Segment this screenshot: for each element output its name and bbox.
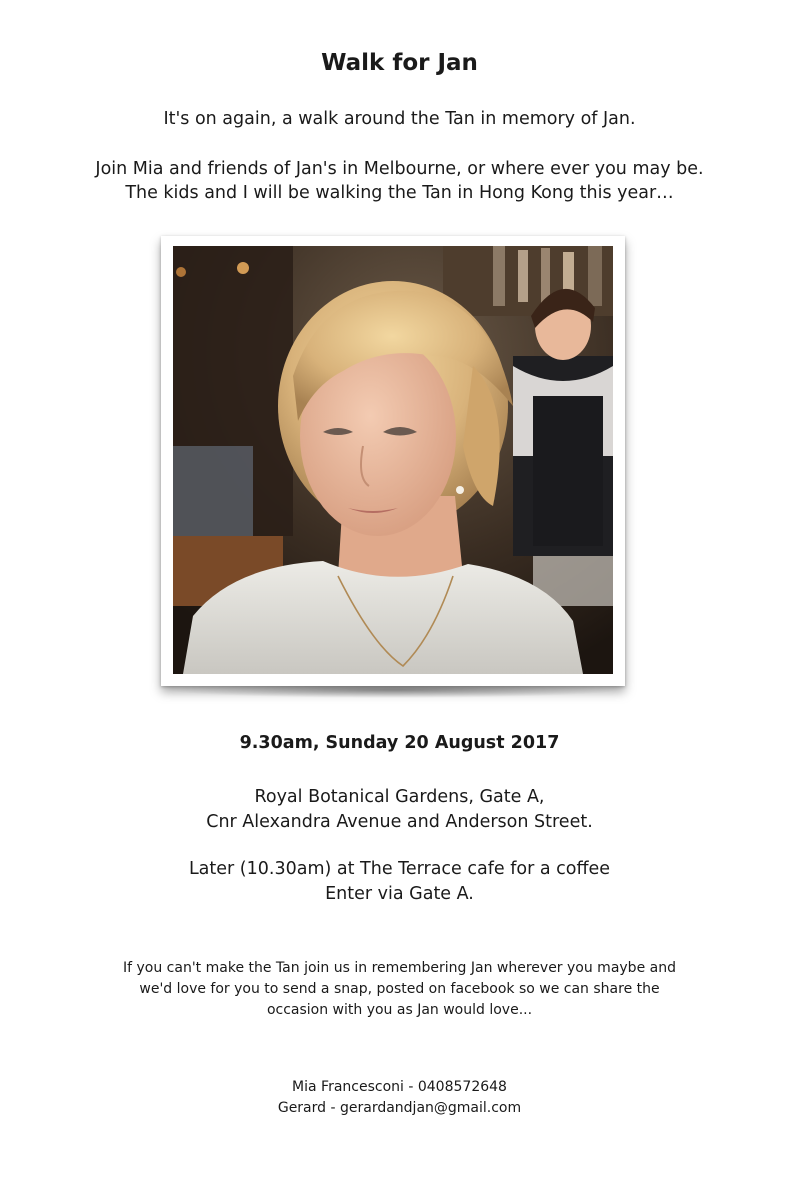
note-paragraph xyxy=(0,958,799,1021)
join-line: The kids and I will be walking the Tan in Hong Kong this year… xyxy=(125,183,674,203)
later-line: Enter via Gate A. xyxy=(325,884,474,904)
contact-mia: Mia Francesconi - 0408572648 xyxy=(292,1079,507,1095)
location-line: Cnr Alexandra Avenue and Anderson Street. xyxy=(206,812,593,832)
memorial-photo xyxy=(173,246,613,674)
event-location xyxy=(0,785,799,835)
memorial-photo-frame xyxy=(161,236,625,686)
join-line: Join Mia and friends of Jan's in Melbourne, or where ever you may be. xyxy=(95,159,704,179)
location-line: Royal Botanical Gardens, Gate A, xyxy=(254,787,545,807)
note-line: occasion with you as Jan would love... xyxy=(266,1002,533,1018)
contact-gerard: Gerard - gerardandjan@gmail.com xyxy=(277,1100,522,1116)
event-later xyxy=(0,857,799,907)
page-title: Walk for Jan xyxy=(321,50,478,76)
intro-text: It's on again, a walk around the Tan in memory of Jan. xyxy=(163,109,636,129)
note-line: If you can't make the Tan join us in remembering Jan wherever you maybe and xyxy=(123,960,676,976)
join-paragraph xyxy=(0,157,799,205)
note-line: we'd love for you to send a snap, posted on facebook so we can share the xyxy=(139,981,660,997)
later-line: Later (10.30am) at The Terrace cafe for a coffee xyxy=(188,859,611,879)
event-datetime: 9.30am, Sunday 20 August 2017 xyxy=(239,733,560,753)
contacts xyxy=(0,1077,799,1119)
